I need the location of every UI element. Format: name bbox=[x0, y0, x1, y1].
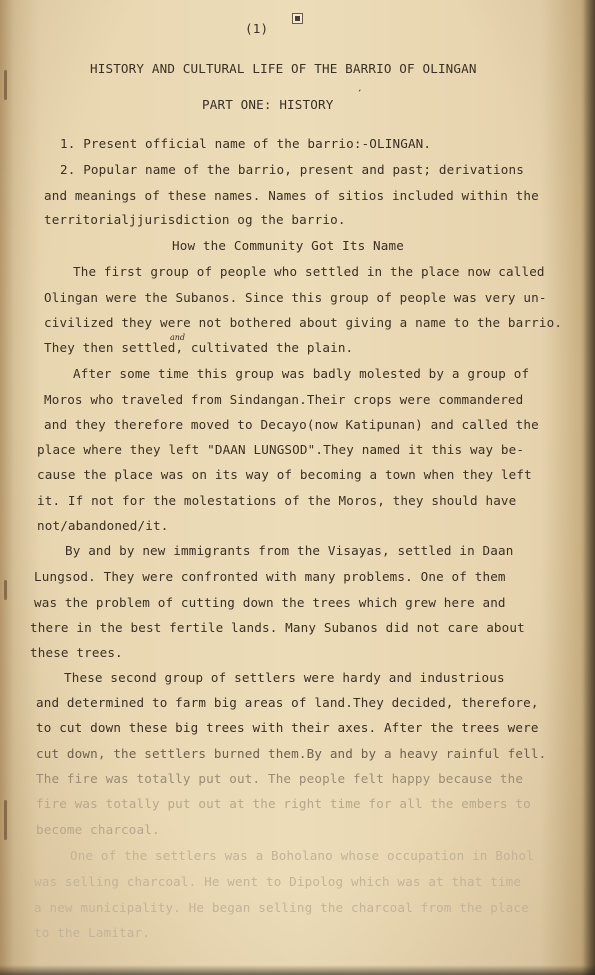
binding-mark bbox=[4, 800, 7, 840]
text-line: By and by new immigrants from the Visayas, settled in Daan bbox=[65, 543, 514, 558]
text-line: territorialjjurisdiction og the barrio. bbox=[44, 212, 346, 227]
text-line: The first group of people who settled in the place now called bbox=[73, 264, 545, 279]
text-line: They then settled, cultivated the plain. bbox=[44, 340, 354, 355]
text-line: fire was totally put out at the right time for all the embers to bbox=[36, 796, 531, 811]
page-number: (1) bbox=[245, 21, 269, 36]
text-line: After some time this group was badly molested by a group of bbox=[73, 366, 530, 381]
item-1: 1. Present official name of the barrio:-OLINGAN. bbox=[60, 136, 432, 151]
page-edge-shadow bbox=[583, 0, 595, 975]
part-heading: PART ONE: HISTORY bbox=[202, 97, 334, 112]
text-line: One of the settlers was a Boholano whose occupation in Bohol bbox=[70, 848, 534, 863]
text-line: and they therefore moved to Decayo(now Katipunan) and called the bbox=[44, 417, 539, 432]
handwritten-insert: and bbox=[170, 333, 186, 342]
section-heading: How the Community Got Its Name bbox=[172, 238, 404, 253]
text-line: These second group of settlers were hardy and industrious bbox=[64, 670, 505, 685]
text-line: was selling charcoal. He went to Dipolog which was at that time bbox=[34, 874, 522, 889]
text-line: become charcoal. bbox=[36, 822, 160, 837]
text-line: was the problem of cutting down the trees which grew here and bbox=[34, 595, 506, 610]
binding-mark bbox=[4, 580, 7, 600]
text-line: these trees. bbox=[30, 645, 123, 660]
item-2: 2. Popular name of the barrio, present and past; derivations bbox=[60, 162, 524, 177]
text-line: and determined to farm big areas of land.They decided, therefore, bbox=[36, 695, 539, 710]
text-line: there in the best fertile lands. Many Subanos did not care about bbox=[30, 620, 525, 635]
text-line: place where they left "DAAN LUNGSOD".They named it this way be- bbox=[37, 442, 525, 457]
caret-mark: ˊ bbox=[356, 87, 364, 102]
stamp-mark bbox=[292, 13, 303, 24]
text-line: and meanings of these names. Names of sitios included within the bbox=[44, 188, 539, 203]
text-line: cut down, the settlers burned them.By and by a heavy rainful fell. bbox=[36, 746, 547, 761]
text-line: it. If not for the molestations of the Moros, they should have bbox=[37, 493, 517, 508]
text-line: Olingan were the Subanos. Since this group of people was very un- bbox=[44, 290, 547, 305]
text-line: cause the place was on its way of becoming a town when they left bbox=[37, 467, 532, 482]
binding-mark bbox=[4, 70, 7, 100]
text-line: to cut down these big trees with their axes. After the trees were bbox=[36, 720, 539, 735]
text-line: civilized they were not bothered about giving a name to the barrio. bbox=[44, 315, 563, 330]
text-line: Moros who traveled from Sindangan.Their crops were commandered bbox=[44, 392, 524, 407]
page-bottom-shadow bbox=[0, 965, 595, 975]
text-line: The fire was totally put out. The people felt happy because the bbox=[36, 771, 524, 786]
text-line: to the Lamitar. bbox=[34, 925, 150, 940]
text-line: Lungsod. They were confronted with many problems. One of them bbox=[34, 569, 506, 584]
document-title: HISTORY AND CULTURAL LIFE OF THE BARRIO OF OLINGAN bbox=[90, 61, 477, 76]
text-line: not/abandoned/it. bbox=[37, 518, 169, 533]
text-line: a new municipality. He began selling the charcoal from the place bbox=[34, 900, 529, 915]
